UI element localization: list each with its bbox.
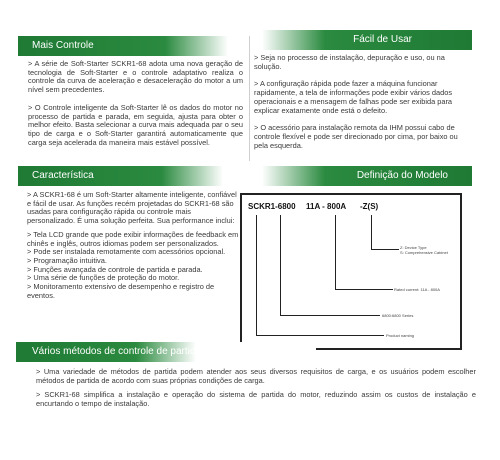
metodos-p1: > Uma variedade de métodos de partida podem atender aos seus diversos requisitos de carga, e os usuários podem escolher métodos de partida de acordo com suas próprias condições de carga. (36, 367, 476, 385)
metodos-header (16, 342, 316, 362)
connector-series-v (280, 215, 281, 315)
connector-suffix-h (371, 249, 399, 250)
metodos-title: Vários métodos de controle de partidas (32, 346, 206, 357)
caracteristica-item-4: > Funções avançada de controle de partida e parada. (27, 264, 203, 274)
model-code-series: SCKR1-6800 (248, 202, 296, 211)
mais-controle-p2: > O Controle inteligente da Soft-Starter lê os dados do motor no processo de partida e parada, em seguida, ajusta para obter o melhor efeito. Basta selecionar a curva mais adequada par o seu tipo de carga e o Soft-Starter garantirá automaticamente que carga seja acelerada da maneira mais estável possível. (28, 102, 243, 147)
caracteristica-item-5: > Uma série de funções de proteção do motor. (27, 273, 180, 283)
caracteristica-intro: > A SCKR1-68 é um Soft-Starter altamente inteligente, confiável e fácil de usar. As funções recém projetadas do SCKR1-68 são usadas para configuração rápida ou controle mais personalizado. É uma solução perfeita. Sua performance inclui: (27, 190, 237, 226)
facil-de-usar-body (254, 54, 466, 150)
mais-controle-p1: > A série de Soft-Starter SCKR1-68 adota uma nova geração de tecnologia de Soft-Starter e o controle adaptativo realiza o controle da curva de aceleração e desaceleração do motor a um nível sem precedentes. (28, 59, 243, 95)
label-product-naming: Product naming (386, 333, 415, 338)
connector-series-h (280, 315, 380, 316)
metodos-body (36, 368, 476, 409)
connector-current-h (335, 289, 393, 290)
facil-de-usar-header (262, 30, 472, 50)
connector-naming-h (256, 335, 384, 336)
model-code-current: 11A - 800A (306, 202, 347, 211)
facil-de-usar-title: Fácil de Usar (353, 34, 412, 45)
facil-de-usar-p1: > Seja no processo de instalação, depuração e uso, ou na solução. (254, 53, 445, 71)
caracteristica-item-3: > Programação intuitiva. (27, 255, 107, 265)
model-code-suffix: -Z(S) (360, 202, 379, 211)
definicao-modelo-title: Definição do Modelo (356, 170, 448, 181)
model-definition-diagram (240, 193, 462, 350)
label-device-type: Z: Device Type (400, 245, 427, 250)
facil-de-usar-p3: > O acessório para instalação remota da IHM possui cabo de controle flexível e pode ser direcionado por cima, por baixo ou pela esquerda. (254, 123, 458, 150)
caracteristica-item-2: > Pode ser instalada remotamente com acessórios opcional. (27, 247, 226, 257)
mais-controle-title: Mais Controle (32, 40, 94, 51)
metodos-p2: > SCKR1-68 simplifica a instalação e operação do sistema de partida do motor, reduzindo assim os custos de instalação e encurtando o tempo de instalação. (36, 390, 476, 409)
column-divider-top (249, 36, 250, 161)
connector-current-v (335, 215, 336, 289)
label-rated-current: Rated current: 11A - 800A (394, 287, 440, 292)
label-device-s: S: Comprehensive Cabinet (400, 250, 448, 255)
mais-controle-body (28, 60, 243, 147)
caracteristica-title: Característica (32, 170, 94, 181)
label-series: 6800:6800 Series (382, 313, 414, 318)
definicao-modelo-header (262, 166, 472, 186)
connector-naming-v (256, 215, 257, 335)
facil-de-usar-p2: > A configuração rápida pode fazer a máquina funcionar rapidamente, a tela de informações pode exibir vários dados operacionais e a mensagem de falhas pode ser exibida para explicar exatamente onde está o defeito. (254, 79, 453, 115)
caracteristica-item-1: > Tela LCD grande que pode exibir informações de feedback em chinês e inglês, outros idiomas podem ser personalizados. (27, 229, 239, 248)
caracteristica-header (18, 166, 223, 186)
caracteristica-body (27, 191, 239, 300)
connector-suffix-v (371, 215, 372, 249)
mais-controle-header (18, 36, 228, 56)
caracteristica-item-6: > Monitoramento extensivo de desempenho e registro de eventos. (27, 282, 215, 300)
